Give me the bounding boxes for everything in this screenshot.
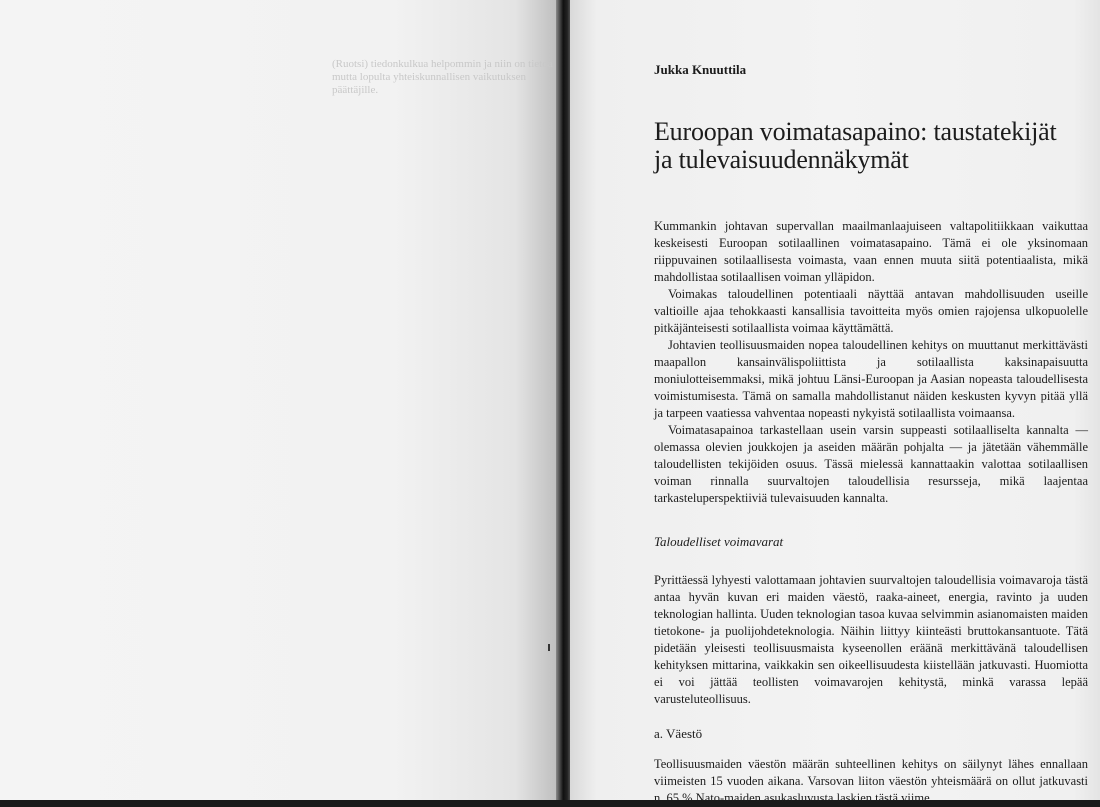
section-heading: Taloudelliset voimavarat (654, 534, 784, 549)
paragraph: Pyrittäessä lyhyesti valottamaan johtavien suurvaltojen taloudellisia voimavaroja tästä antaa hyvän kuvan eri maiden väestö, raaka-aineet, energia, ravinto ja uuden teknologian hallinta. Uuden teknologian tasoa kuvaa selvimmin asianomaisten maiden tietokone- ja puolijohdeteknologia. Näihin liittyy kiinteästi bruttokansantuote. Tätä pidetään yleisesti teollisuusmaista kyseenollen eräänä merkittävänä taloudellisen kehityksen mittarina, vaikkakin sen oikeellisuudesta kiistellään jatkuvasti. Huomiotta ei voi jättää teollisten voimavarojen kehitystä, minkä varassa lepää varusteluteollisuus. (654, 573, 1088, 706)
author-name: Jukka Knuuttila (654, 62, 747, 77)
ink-speck (548, 644, 550, 651)
paragraph: Voimakas taloudellinen potentiaali näyttää antavan mahdollisuuden useille valtioille ajaa tehokkaasti kansallisia tavoitteita myös omien rajojensa ulkopuolelle pitkäjänteisesti sotilaallista voimaa käyttämättä. (654, 287, 1088, 335)
paragraph: Kummankin johtavan supervallan maailmanlaajuiseen valtapolitiikkaan vaikuttaa keskeisesti Euroopan sotilaallinen voimatasapaino. Tämä ei ole yksinomaan riippuvainen sotilaallisesta voimasta, vaan ennen muuta siitä potentiaalista, mikä mahdollistaa sotilaallisen voiman ylläpidon. (654, 219, 1088, 284)
right-page (570, 0, 1100, 805)
paragraph: Johtavien teollisuusmaiden nopea taloudellinen kehitys on muuttanut merkittävästi maapallon kansainvälispoliittista ja sotilaallista kaksinapaisuutta moniulotteisemmaksi, mikä johtuu Länsi-Euroopan ja Aasian nopeasta taloudellisesta voimistumisesta. Tämä on samalla mahdollistanut näiden keskusten kyvyn pitää yllä ja tarpeen vaatiessa vahventaa nopeasti nykyistä sotilaallista voimaansa. (654, 338, 1088, 420)
ghost-line: (Ruotsi) tiedonkulkua helpommin ja niin on tietoa (332, 58, 553, 70)
subsection-heading: a. Väestö (654, 726, 703, 741)
article-body (654, 62, 1088, 807)
bleed-through-text (332, 58, 553, 97)
ghost-line: päättäjille. (332, 84, 379, 96)
paragraph: Teollisuusmaiden väestön määrän suhteellinen kehitys on säilynyt lähes ennallaan viimeisten 15 vuoden aikana. Varsovan liiton väestön yhteismäärä on ollut jatkuvasti n. 65 % Nato-maiden asukasluvusta laskien tästä viime (654, 757, 1088, 805)
title-line-1: Euroopan voimatasapaino: taustatekijät (654, 117, 1057, 146)
article-title (654, 118, 1088, 174)
paragraph: Voimatasapainoa tarkastellaan usein varsin suppeasti sotilaalliselta kannalta — olemassa olevien joukkojen ja aseiden määrän pohjalta — ja jätetään vähemmälle taloudellisten tekijöiden osuus. Tässä mielessä kannattaakin valottaa sotilaallisen voiman rinnalla suurvaltojen taloudellisia resursseja, mikä laajentaa tarkasteluperspektiiviä tulevaisuuden kannalta. (654, 423, 1088, 505)
ghost-line: mutta lopulta yhteiskunnallisen vaikutuksen (332, 71, 526, 83)
title-line-2: ja tulevaisuudennäkymät (654, 145, 909, 174)
